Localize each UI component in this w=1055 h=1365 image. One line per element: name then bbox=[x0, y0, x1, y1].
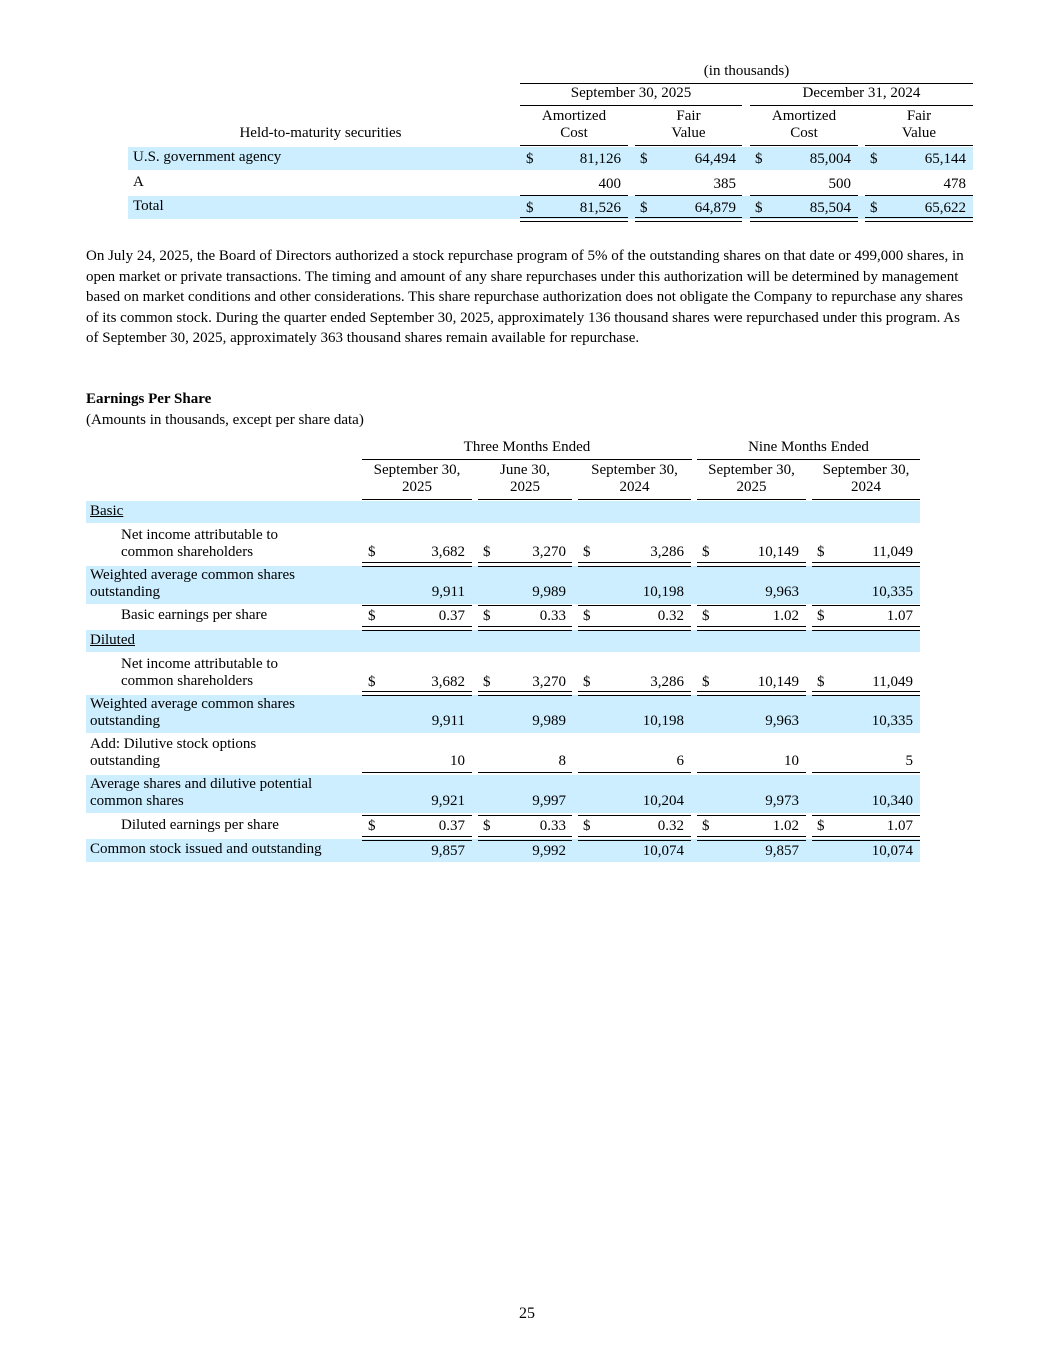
currency-symbol: $ bbox=[817, 608, 825, 624]
currency-symbol: $ bbox=[817, 544, 825, 560]
col-header: 2025 bbox=[510, 479, 540, 495]
rule bbox=[578, 815, 691, 816]
double-rule bbox=[478, 626, 572, 631]
cell-value: 500 bbox=[828, 176, 851, 192]
currency-symbol: $ bbox=[755, 200, 763, 216]
double-rule bbox=[478, 836, 572, 841]
double-rule bbox=[812, 691, 920, 696]
cell-value: 1.07 bbox=[886, 608, 913, 624]
currency-symbol: $ bbox=[870, 151, 878, 167]
cell-value: 10 bbox=[784, 753, 799, 769]
rule bbox=[520, 105, 742, 106]
cell-value: 10,074 bbox=[871, 843, 913, 859]
group-header: Three Months Ended bbox=[463, 439, 591, 455]
cell-value: 0.37 bbox=[438, 608, 465, 624]
cell-value: 10,198 bbox=[642, 713, 684, 729]
double-rule bbox=[635, 217, 742, 222]
rule bbox=[478, 815, 572, 816]
cell-value: 9,911 bbox=[431, 584, 465, 600]
cell-value: 9,989 bbox=[532, 713, 566, 729]
double-rule bbox=[812, 836, 920, 841]
col-header: September 30, bbox=[591, 462, 678, 478]
double-rule bbox=[578, 562, 691, 567]
col-header: September 30, bbox=[373, 462, 461, 478]
cell-value: 65,144 bbox=[924, 151, 966, 167]
rule bbox=[520, 83, 973, 84]
double-rule bbox=[865, 217, 973, 222]
currency-symbol: $ bbox=[368, 544, 376, 560]
currency-symbol: $ bbox=[583, 608, 591, 624]
currency-symbol: $ bbox=[702, 544, 710, 560]
rule bbox=[750, 145, 858, 146]
rule bbox=[750, 195, 858, 196]
cell-value: 400 bbox=[598, 176, 621, 192]
col-header: 2024 bbox=[619, 479, 650, 495]
double-rule bbox=[362, 836, 472, 841]
cell-value: 1.02 bbox=[772, 818, 799, 834]
page-number: 25 bbox=[519, 1305, 535, 1322]
cell-value: 64,494 bbox=[694, 151, 736, 167]
row-label: Diluted earnings per share bbox=[121, 817, 279, 833]
row-label: Basic earnings per share bbox=[121, 607, 268, 623]
rule bbox=[478, 772, 572, 773]
group-header: September 30, 2025 bbox=[570, 85, 692, 101]
currency-symbol: $ bbox=[817, 818, 825, 834]
cell-value: 11,049 bbox=[872, 544, 913, 560]
cell-value: 385 bbox=[713, 176, 736, 192]
col-header: September 30, bbox=[708, 462, 795, 478]
currency-symbol: $ bbox=[870, 200, 878, 216]
double-rule bbox=[697, 626, 806, 631]
group-header: Nine Months Ended bbox=[748, 439, 869, 455]
cell-value: 81,526 bbox=[579, 200, 621, 216]
cell-value: 10 bbox=[450, 753, 465, 769]
double-rule bbox=[812, 562, 920, 567]
col-header: Value bbox=[671, 125, 706, 141]
row-label: A bbox=[133, 174, 144, 190]
col-header: Value bbox=[901, 125, 937, 141]
row-label: outstanding bbox=[90, 584, 160, 600]
currency-symbol: $ bbox=[583, 544, 591, 560]
rule bbox=[697, 772, 806, 773]
cell-value: 3,682 bbox=[431, 674, 465, 690]
cell-value: 3,286 bbox=[650, 674, 684, 690]
row-label: Common stock issued and outstanding bbox=[90, 841, 322, 857]
currency-symbol: $ bbox=[583, 674, 591, 690]
currency-symbol: $ bbox=[640, 151, 648, 167]
rule bbox=[812, 772, 920, 773]
cell-value: 10,149 bbox=[757, 674, 799, 690]
currency-symbol: $ bbox=[483, 544, 491, 560]
col-header: Fair bbox=[676, 108, 701, 124]
currency-symbol: $ bbox=[368, 674, 376, 690]
double-rule bbox=[520, 217, 628, 222]
double-rule bbox=[362, 562, 472, 567]
row-label: Net income attributable to bbox=[121, 527, 279, 543]
section-label-basic: Basic bbox=[90, 503, 124, 519]
cell-value: 3,270 bbox=[532, 544, 566, 560]
cell-value: 11,049 bbox=[872, 674, 913, 690]
rule bbox=[697, 605, 806, 606]
section-label-diluted: Diluted bbox=[90, 632, 135, 648]
currency-symbol: $ bbox=[640, 200, 648, 216]
currency-symbol: $ bbox=[368, 818, 376, 834]
col-header: 2024 bbox=[851, 479, 881, 495]
cell-value: 9,973 bbox=[765, 793, 799, 809]
cell-value: 3,682 bbox=[431, 544, 465, 560]
cell-value: 81,126 bbox=[579, 151, 621, 167]
double-rule bbox=[697, 562, 806, 567]
cell-value: 9,997 bbox=[532, 793, 566, 809]
currency-symbol: $ bbox=[483, 674, 491, 690]
cell-value: 3,286 bbox=[650, 544, 684, 560]
section-subtitle: (Amounts in thousands, except per share data) bbox=[86, 412, 364, 428]
currency-symbol: $ bbox=[583, 818, 591, 834]
currency-symbol: $ bbox=[702, 608, 710, 624]
currency-symbol: $ bbox=[755, 151, 763, 167]
rule bbox=[635, 145, 742, 146]
cell-value: 6 bbox=[676, 753, 684, 769]
cell-value: 9,857 bbox=[431, 843, 465, 859]
rule bbox=[478, 605, 572, 606]
row-label: Weighted average common shares bbox=[90, 567, 295, 583]
rule bbox=[362, 815, 472, 816]
cell-value: 0.37 bbox=[438, 818, 465, 834]
rule bbox=[520, 195, 628, 196]
rule bbox=[697, 815, 806, 816]
cell-value: 9,857 bbox=[765, 843, 799, 859]
rule bbox=[578, 499, 691, 500]
cell-value: 3,270 bbox=[532, 674, 566, 690]
currency-symbol: $ bbox=[483, 818, 491, 834]
currency-symbol: $ bbox=[368, 608, 376, 624]
cell-value: 8 bbox=[558, 753, 566, 769]
currency-symbol: $ bbox=[526, 151, 534, 167]
cell-value: 9,911 bbox=[431, 713, 465, 729]
rule bbox=[865, 145, 973, 146]
cell-value: 0.32 bbox=[657, 608, 684, 624]
rule bbox=[362, 772, 472, 773]
cell-value: 10,204 bbox=[642, 793, 684, 809]
cell-value: 9,963 bbox=[765, 584, 799, 600]
double-rule bbox=[478, 562, 572, 567]
cell-value: 9,921 bbox=[431, 793, 465, 809]
row-band bbox=[86, 501, 920, 523]
col-header: Fair bbox=[906, 108, 932, 124]
row-label: Average shares and dilutive potential bbox=[90, 776, 313, 792]
currency-symbol: $ bbox=[817, 674, 825, 690]
cell-value: 0.33 bbox=[539, 818, 566, 834]
cell-value: 85,504 bbox=[809, 200, 851, 216]
col-header: 2025 bbox=[736, 479, 767, 495]
cell-value: 478 bbox=[943, 176, 966, 192]
rule bbox=[865, 195, 973, 196]
col-header: September 30, bbox=[822, 462, 910, 478]
currency-symbol: $ bbox=[702, 674, 710, 690]
row-band bbox=[86, 630, 920, 652]
cell-value: 9,989 bbox=[532, 584, 566, 600]
double-rule bbox=[578, 626, 691, 631]
rule bbox=[578, 772, 691, 773]
cell-value: 64,879 bbox=[694, 200, 736, 216]
double-rule bbox=[578, 691, 691, 696]
cell-value: 65,622 bbox=[924, 200, 966, 216]
rule bbox=[478, 499, 572, 500]
cell-value: 0.33 bbox=[539, 608, 566, 624]
rule bbox=[362, 605, 472, 606]
row-label: outstanding bbox=[90, 753, 160, 769]
double-rule bbox=[697, 691, 806, 696]
col-header: Cost bbox=[560, 125, 588, 141]
cell-value: 10,340 bbox=[871, 793, 913, 809]
rule bbox=[812, 499, 920, 500]
col-header: Cost bbox=[790, 125, 818, 141]
double-rule bbox=[362, 626, 472, 631]
row-label: common shareholders bbox=[121, 544, 254, 560]
cell-value: 10,335 bbox=[871, 584, 913, 600]
row-header: Held-to-maturity securities bbox=[239, 125, 402, 141]
col-header: Amortized bbox=[771, 108, 837, 124]
cell-value: 5 bbox=[905, 753, 913, 769]
rule bbox=[812, 815, 920, 816]
double-rule bbox=[578, 836, 691, 841]
cell-value: 10,335 bbox=[871, 713, 913, 729]
col-header: Amortized bbox=[541, 108, 607, 124]
section-title: Earnings Per Share bbox=[86, 391, 212, 407]
cell-value: 10,149 bbox=[757, 544, 799, 560]
rule bbox=[578, 605, 691, 606]
currency-symbol: $ bbox=[702, 818, 710, 834]
row-label: Total bbox=[133, 198, 164, 214]
cell-value: 10,198 bbox=[642, 584, 684, 600]
currency-symbol: $ bbox=[483, 608, 491, 624]
row-label: Net income attributable to bbox=[121, 656, 279, 672]
col-header: June 30, bbox=[500, 462, 550, 478]
cell-value: 85,004 bbox=[809, 151, 851, 167]
unit-label: (in thousands) bbox=[703, 63, 790, 79]
rule bbox=[362, 499, 472, 500]
rule bbox=[750, 105, 973, 106]
row-label: Add: Dilutive stock options bbox=[90, 736, 257, 752]
double-rule bbox=[812, 626, 920, 631]
double-rule bbox=[750, 217, 858, 222]
rule bbox=[697, 459, 920, 460]
row-label: U.S. government agency bbox=[133, 149, 282, 165]
rule bbox=[697, 499, 806, 500]
cell-value: 0.32 bbox=[657, 818, 684, 834]
cell-value: 9,992 bbox=[532, 843, 566, 859]
cell-value: 1.07 bbox=[886, 818, 913, 834]
row-label: common shareholders bbox=[121, 673, 254, 689]
row-label: outstanding bbox=[90, 713, 160, 729]
cell-value: 10,074 bbox=[642, 843, 684, 859]
rule bbox=[520, 145, 628, 146]
group-header: December 31, 2024 bbox=[802, 85, 921, 101]
cell-value: 9,963 bbox=[765, 713, 799, 729]
col-header: 2025 bbox=[402, 479, 432, 495]
rule bbox=[812, 605, 920, 606]
double-rule bbox=[697, 836, 806, 841]
currency-symbol: $ bbox=[526, 200, 534, 216]
rule bbox=[362, 459, 692, 460]
rule bbox=[635, 195, 742, 196]
cell-value: 1.02 bbox=[772, 608, 799, 624]
row-label: common shares bbox=[90, 793, 184, 809]
double-rule bbox=[478, 691, 572, 696]
row-label: Weighted average common shares bbox=[90, 696, 295, 712]
double-rule bbox=[362, 691, 472, 696]
repurchase-paragraph: On July 24, 2025, the Board of Directors authorized a stock repurchase program of 5% of the outstanding shares on that date or 499,000 shares, in open market or private transactions. The timing and amount of any share repurchases under this authorization will be determined by management based on market conditions and other considerations. This share repurchase authorization does not obligate the Company to repurchase any shares of its common stock. During the quarter ended September 30, 2025, approximately 136 thousand shares were repurchased under this program. As of September 30, 2025, approximately 363 thousand shares remain available for repurchase. bbox=[86, 248, 964, 347]
